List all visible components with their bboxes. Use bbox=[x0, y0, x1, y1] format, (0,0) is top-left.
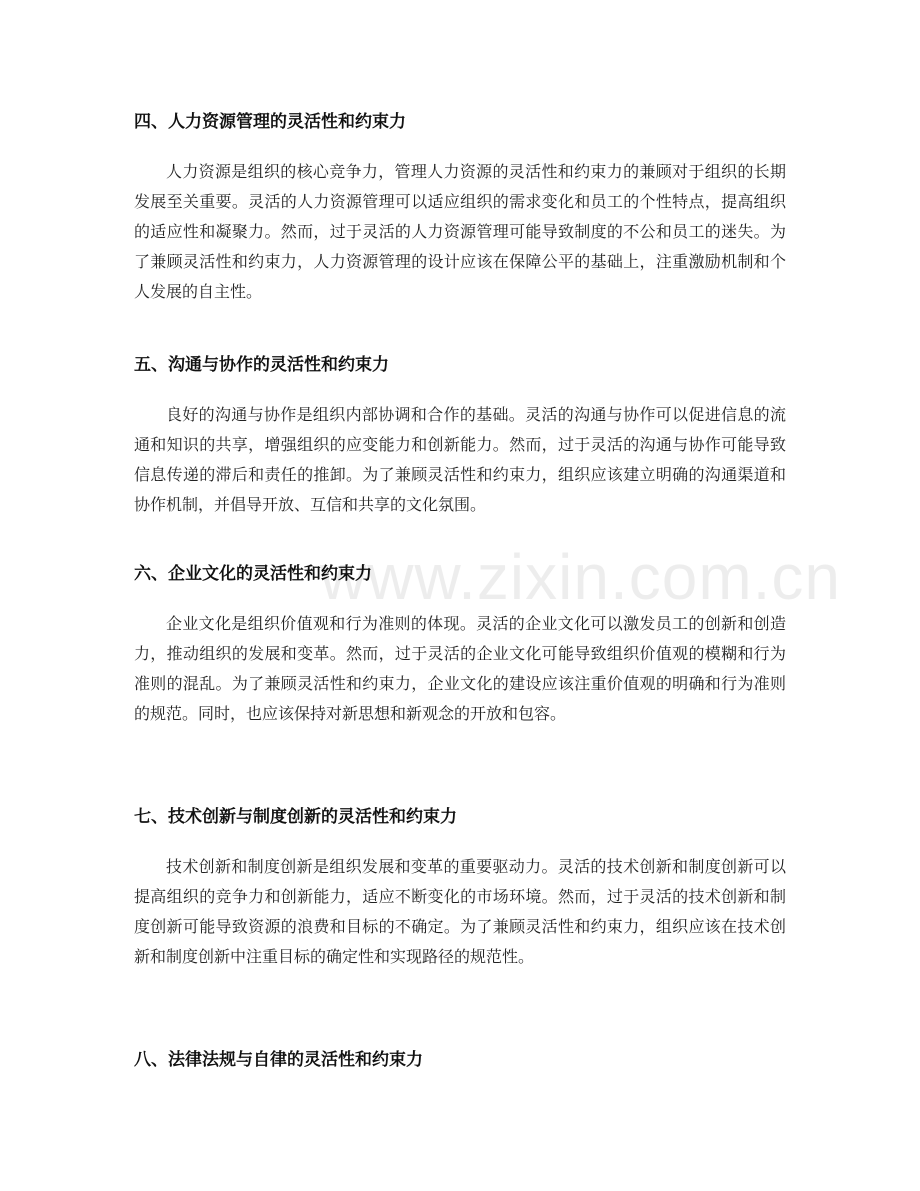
section-8-heading: 八、法律法规与自律的灵活性和约束力 bbox=[134, 1050, 423, 1070]
section-6-body: 企业文化是组织价值观和行为准则的体现。灵活的企业文化可以激发员工的创新和创造力，推动组织的发展和变革。然而，过于灵活的企业文化可能导致组织价值观的模糊和行为准则的混乱。为了兼顾灵活性和约束力，企业文化的建设应该注重价值观的明确和行为准则的规范。同时，也应该保持对新思想和新观念的开放和包容。 bbox=[134, 614, 786, 723]
section-6-heading: 六、企业文化的灵活性和约束力 bbox=[134, 564, 372, 584]
section-5-body: 良好的沟通与协作是组织内部协调和合作的基础。灵活的沟通与协作可以促进信息的流通和知识的共享，增强组织的应变能力和创新能力。然而，过于灵活的沟通与协作可能导致信息传递的滞后和责任的推卸。为了兼顾灵活性和约束力，组织应该建立明确的沟通渠道和协作机制，并倡导开放、互信和共享的文化氛围。 bbox=[134, 405, 786, 514]
section-4-heading: 四、人力资源管理的灵活性和约束力 bbox=[134, 112, 406, 132]
section-7-body: 技术创新和制度创新是组织发展和变革的重要驱动力。灵活的技术创新和制度创新可以提高组织的竞争力和创新能力，适应不断变化的市场环境。然而，过于灵活的技术创新和制度创新可能导致资源的浪费和目标的不确定。为了兼顾灵活性和约束力，组织应该在技术创新和制度创新中注重目标的确定性和实现路径的规范性。 bbox=[134, 857, 786, 966]
section-5-heading: 五、沟通与协作的灵活性和约束力 bbox=[134, 355, 389, 375]
section-4-body: 人力资源是组织的核心竞争力，管理人力资源的灵活性和约束力的兼顾对于组织的长期发展至关重要。灵活的人力资源管理可以适应组织的需求变化和员工的个性特点，提高组织的适应性和凝聚力。然而，过于灵活的人力资源管理可能导致制度的不公和员工的迷失。为了兼顾灵活性和约束力，人力资源管理的设计应该在保障公平的基础上，注重激励机制和个人发展的自主性。 bbox=[134, 162, 786, 301]
watermark-text: www.zixin.com.cn bbox=[320, 541, 841, 613]
section-7-heading: 七、技术创新与制度创新的灵活性和约束力 bbox=[134, 807, 457, 827]
